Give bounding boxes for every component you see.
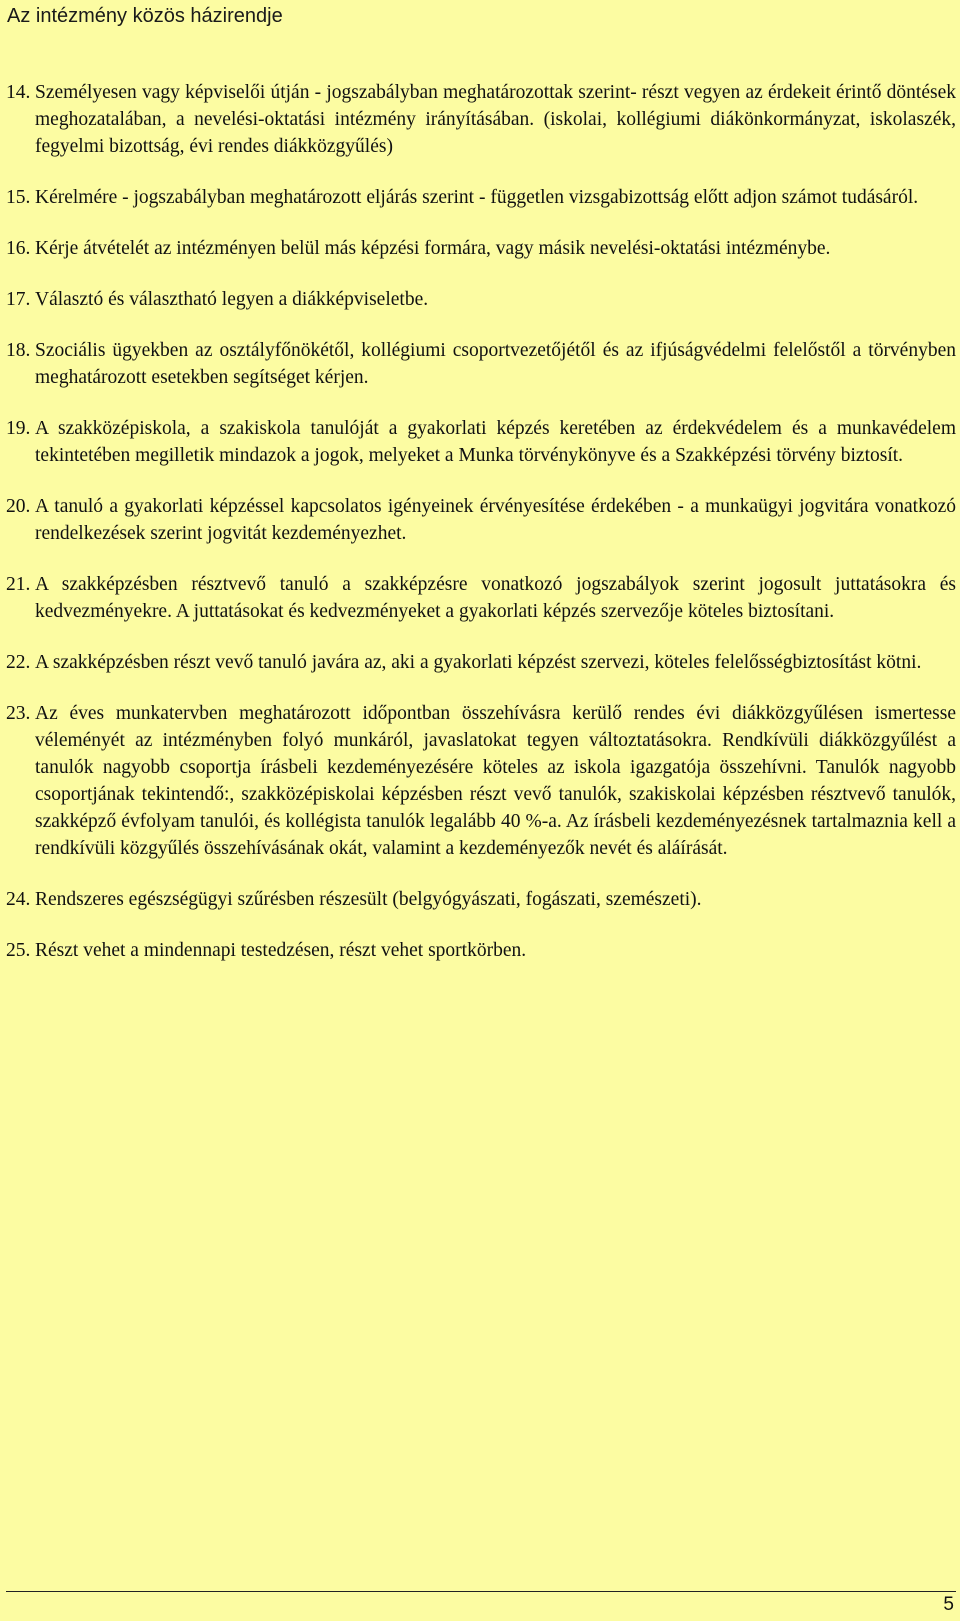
item-text: Részt vehet a mindennapi testedzésen, részt vehet sportkörben. xyxy=(35,940,527,961)
item-text: Rendszeres egészségügyi szűrésben részesült (belgyógyászati, fogászati, szemészeti). xyxy=(35,889,702,910)
item-text: A szakképzésben résztvevő tanuló a szakképzésre vonatkozó jogszabályok szerint jogosult juttatásokra és kedvezményekre. A juttatásokat és kedvezményeket a gyakorlati képzés szervezője köteles biztosítani. xyxy=(35,574,956,622)
list-item xyxy=(6,235,956,262)
list-item xyxy=(6,493,956,547)
footer-divider xyxy=(6,1591,956,1592)
item-number: 23. xyxy=(6,703,31,724)
item-number: 16. xyxy=(6,238,31,259)
item-text: Az éves munkatervben meghatározott időpontban összehívásra kerülő rendes évi diákközgyűlésen ismertesse véleményét az intézményben folyó munkáról, javaslatokat tegyen változtatásokra. Rendkívüli diákközgyűlést a tanulók nagyobb csoportja írásbeli kezdeményezésére köteles az iskola igazgatója összehívni. Tanulók nagyobb csoportjának tekintendő:, szakközépiskolai képzésben részt vevő tanulók, szakiskolai képzésben résztvevő tanulók, szakképző évfolyam tanulói, és kollégista tanulók legalább 40 %-a. Az írásbeli kezdeményezésnek tartalmaznia kell a rendkívüli közgyűlés összehívásának okát, valamint a kezdeményezők nevét és aláírását. xyxy=(35,703,956,859)
list-item xyxy=(6,700,956,862)
list-item xyxy=(6,337,956,391)
list-item xyxy=(6,79,956,160)
item-number: 18. xyxy=(6,340,31,361)
list-item xyxy=(6,937,956,964)
list-item xyxy=(6,649,956,676)
item-text: A szakközépiskola, a szakiskola tanulóját a gyakorlati képzés keretében az érdekvédelem és a munkavédelem tekintetében megilletik mindazok a jogok, melyeket a Munka törvénykönyve és a Szakképzési törvény biztosít. xyxy=(35,418,956,466)
item-text: Kérelmére - jogszabályban meghatározott eljárás szerint - független vizsgabizottság előtt adjon számot tudásáról. xyxy=(35,187,919,208)
item-number: 19. xyxy=(6,418,31,439)
item-number: 21. xyxy=(6,574,31,595)
list-item xyxy=(6,886,956,913)
list-item xyxy=(6,415,956,469)
item-text: A szakképzésben részt vevő tanuló javára az, aki a gyakorlati képzést szervezi, köteles felelősségbiztosítást kötni. xyxy=(35,652,922,673)
list-item xyxy=(6,571,956,625)
list-item xyxy=(6,286,956,313)
rules-list xyxy=(6,79,956,988)
item-number: 24. xyxy=(6,889,31,910)
item-number: 15. xyxy=(6,187,31,208)
page-header: Az intézmény közös házirendje xyxy=(7,5,283,27)
item-number: 22. xyxy=(6,652,31,673)
item-number: 14. xyxy=(6,82,31,103)
item-text: Személyesen vagy képviselői útján - jogszabályban meghatározottak szerint- részt vegyen az érdekeit érintő döntések meghozatalában, a nevelési-oktatási intézmény irányításában. (iskolai, kollégiumi diákönkormányzat, iskolaszék, fegyelmi bizottság, évi rendes diákközgyűlés) xyxy=(35,82,956,157)
item-text: Kérje átvételét az intézményen belül más képzési formára, vagy másik nevelési-oktatási intézménybe. xyxy=(35,238,831,259)
page-number: 5 xyxy=(943,1594,954,1615)
item-text: Választó és választható legyen a diákképviseletbe. xyxy=(35,289,429,310)
item-number: 20. xyxy=(6,496,31,517)
item-text: Szociális ügyekben az osztályfőnökétől, kollégiumi csoportvezetőjétől és az ifjúságvédelmi felelőstől a törvényben meghatározott esetekben segítséget kérjen. xyxy=(35,340,956,388)
item-number: 17. xyxy=(6,289,31,310)
item-text: A tanuló a gyakorlati képzéssel kapcsolatos igényeinek érvényesítése érdekében - a munkaügyi jogvitára vonatkozó rendelkezések szerint jogvitát kezdeményezhet. xyxy=(35,496,956,544)
list-item xyxy=(6,184,956,211)
item-number: 25. xyxy=(6,940,31,961)
